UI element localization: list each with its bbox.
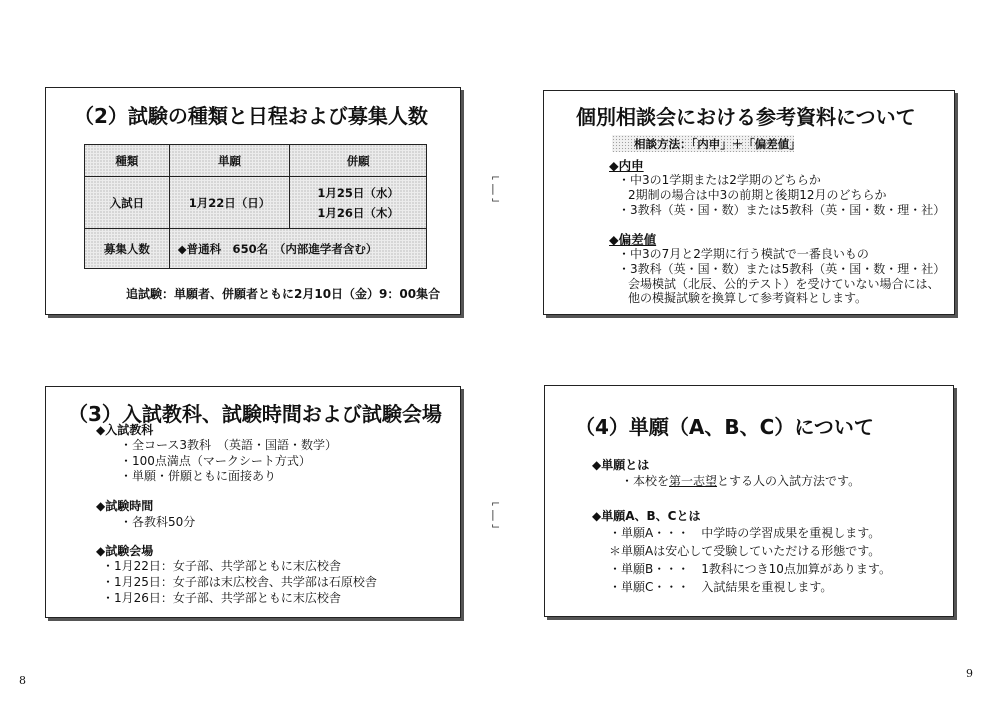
header-tangan: 単願: [169, 145, 290, 177]
abc-heading: ◆単願A、B、Cとは: [592, 509, 701, 523]
abc-line: ・単願C・・・ 入試結果を重視します。: [609, 580, 833, 594]
slide-title: （3）入試教科、試験時間および試験会場: [68, 402, 442, 426]
slide-title: 個別相談会における参考資料について: [576, 105, 916, 129]
what-prefix: ・本校を: [621, 474, 670, 488]
subjects-line: ・単願・併願ともに面接あり: [120, 469, 277, 483]
tangan-date: 1月22日（日）: [169, 177, 290, 229]
makeup-exam-note: 追試験：単願者、併願者ともに2月10日（金）9：00集合: [126, 287, 441, 301]
venue-line: ・1月25日：女子部は末広校舎、共学部は石原校舎: [102, 575, 377, 589]
venue-line: ・1月22日：女子部、共学部ともに末広校舎: [102, 559, 341, 573]
naishin-line: ・中3の1学期または2学期のどちらか: [618, 173, 821, 187]
subjects-line: ・100点満点（マークシート方式）: [120, 454, 311, 468]
abc-line: ・単願A・・・ 中学時の学習成果を重視します。: [609, 526, 881, 540]
slide-consultation: [543, 90, 955, 315]
naishin-heading: ◆内申: [609, 158, 644, 173]
table-row-exam-date: [85, 177, 427, 229]
heigan-date-2: 1月26日（木）: [317, 205, 399, 220]
heigan-date-1: 1月25日（水）: [317, 185, 399, 200]
hensachi-line: 会場模試（北辰、公的テスト）を受けていない場合には、: [628, 277, 940, 291]
time-line: ・各教科50分: [120, 515, 196, 529]
time-heading: ◆試験時間: [96, 499, 154, 513]
subjects-heading: ◆入試教科: [96, 423, 154, 437]
consultation-method: 相談方法：「内申」＋「偏差値」: [634, 137, 801, 151]
what-line: [621, 474, 860, 489]
exam-schedule-table: [84, 144, 427, 269]
naishin-line: 2期制の場合は中3の前期と後期12月のどちらか: [628, 188, 887, 202]
binding-mark: ⌐ | ⌙: [491, 497, 501, 532]
slide-title: （4）単願（A、B、C）について: [575, 415, 874, 439]
header-type: 種類: [85, 145, 170, 177]
slide-tangan: [544, 385, 954, 617]
slide-subjects: [45, 386, 461, 618]
hensachi-line: 他の模擬試験を換算して参考資料とします。: [628, 291, 868, 305]
header-heigan: 併願: [290, 145, 427, 177]
venue-heading: ◆試験会場: [96, 544, 154, 558]
abc-line: ＊単願Aは安心して受験していただける形態です。: [609, 544, 881, 558]
hensachi-line: ・3教科（英・国・数）または5教科（英・国・数・理・社）: [618, 262, 946, 276]
hensachi-heading: ◆偏差値: [609, 232, 657, 247]
abc-line: ・単願B・・・ 1教科につき10点加算があります。: [609, 562, 891, 576]
row-label-exam-date: 入試日: [85, 177, 170, 229]
slide-title: （2）試験の種類と日程および募集人数: [74, 104, 428, 128]
capacity-value: ◆普通科 650名 （内部進学者含む）: [169, 229, 426, 269]
heigan-dates: [290, 177, 427, 229]
what-heading: ◆単願とは: [592, 458, 650, 472]
table-row-capacity: [85, 229, 427, 269]
first-choice-emphasis: 第一志望: [669, 474, 718, 488]
what-suffix: とする人の入試方法です。: [717, 474, 861, 488]
slide-exam-types: [45, 87, 461, 315]
table-header-row: [85, 145, 427, 177]
page-number-left: 8: [19, 674, 26, 687]
row-label-capacity: 募集人数: [85, 229, 170, 269]
hensachi-line: ・中3の7月と2学期に行う模試で一番良いもの: [618, 247, 869, 261]
venue-line: ・1月26日：女子部、共学部ともに末広校舎: [102, 591, 341, 605]
binding-mark: ⌐ | ⌙: [491, 171, 501, 206]
subjects-line: ・全コース3教科 （英語・国語・数学）: [120, 438, 338, 452]
page-number-right: 9: [966, 667, 973, 680]
naishin-line: ・3教科（英・国・数）または5教科（英・国・数・理・社）: [618, 203, 946, 217]
